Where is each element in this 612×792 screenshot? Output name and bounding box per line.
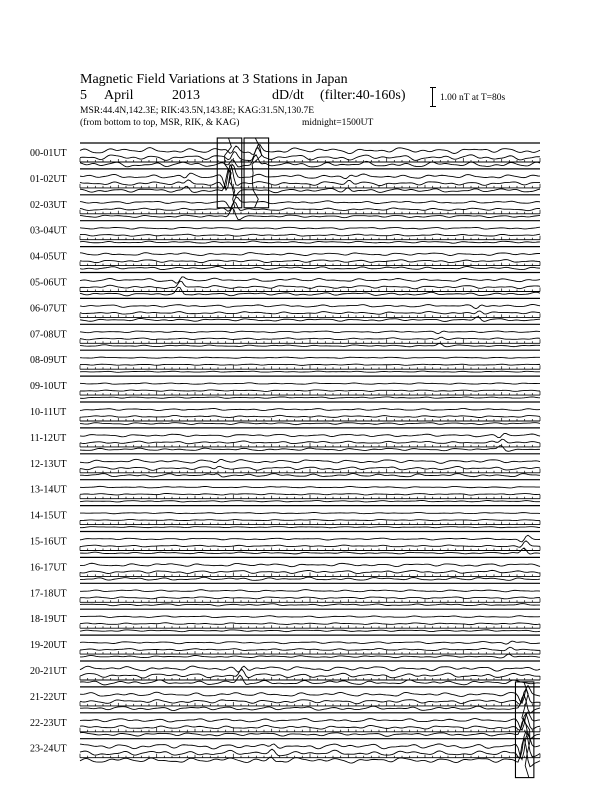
trace-kag (80, 459, 540, 463)
trace-kag (80, 227, 540, 229)
trace-kag (80, 305, 540, 309)
minute-ticks (80, 650, 540, 654)
trace-kag (80, 666, 540, 672)
hour-label: 16-17UT (30, 562, 67, 574)
trace-msr (80, 266, 540, 269)
hour-label: 18-19UT (30, 614, 67, 626)
scale-label: 1.00 nT at T=80s (440, 93, 506, 103)
minute-ticks (80, 236, 540, 240)
hour-label: 09-10UT (30, 381, 67, 393)
trace-msr (80, 630, 540, 632)
minute-ticks (80, 365, 540, 369)
hour-label: 01-02UT (30, 173, 67, 185)
minute-ticks (80, 210, 540, 214)
minute-ticks (80, 262, 540, 266)
year: 2013 (172, 88, 200, 103)
hour-label: 15-16UT (30, 536, 67, 548)
trace-rik (80, 519, 540, 520)
chart-title: Magnetic Field Variations at 3 Stations in Japan (80, 72, 348, 87)
hour-label: 20-21UT (30, 666, 67, 677)
hour-label: 22-23UT (30, 717, 67, 729)
component: dD/dt (272, 88, 304, 103)
filter: (filter:40-160s) (320, 88, 406, 103)
trace-kag (80, 145, 540, 155)
trace-kag (80, 408, 540, 410)
station-coords: MSR:44.4N,142.3E; RIK:43.5N,143.8E; KAG:31.5N,130.7E (80, 106, 315, 116)
trace-rik (80, 541, 540, 547)
trace-msr (80, 423, 540, 425)
trace-kag (80, 535, 540, 542)
trace-kag (80, 277, 540, 283)
hour-label: 23-24UT (30, 743, 67, 755)
midnight-note: midnight=1500UT (302, 118, 374, 128)
hour-label: 10-11UT (30, 407, 67, 418)
hour-label: 19-20UT (30, 640, 67, 652)
month: April (104, 88, 134, 103)
trace-kag (80, 357, 540, 358)
hour-label: 17-18UT (30, 588, 67, 600)
hour-label: 07-08UT (30, 329, 67, 341)
trace-msr (80, 343, 540, 346)
trace-kag (80, 563, 540, 566)
trace-kag (80, 616, 540, 618)
trace-kag (80, 641, 540, 644)
trace-msr (80, 241, 540, 243)
hour-label: 12-13UT (30, 458, 67, 470)
minute-ticks (80, 521, 540, 525)
station-order-note: (from bottom to top, MSR, RIK, & KAG) (80, 118, 240, 128)
trace-msr (80, 474, 540, 477)
trace-kag (80, 590, 540, 592)
hour-label: 08-09UT (30, 355, 67, 367)
trace-rik (80, 364, 540, 365)
minute-ticks (80, 443, 540, 447)
minute-ticks (80, 417, 540, 421)
trace-kag (80, 197, 540, 208)
trace-msr (80, 654, 540, 658)
hour-label: 21-22UT (30, 691, 67, 703)
trace-msr (80, 371, 540, 372)
hour-label: 05-06UT (30, 277, 67, 289)
minute-ticks (80, 288, 540, 292)
minute-ticks (80, 547, 540, 551)
trace-msr (80, 500, 540, 502)
trace-kag (80, 331, 540, 334)
minute-ticks (80, 184, 540, 188)
trace-kag (80, 433, 540, 437)
hour-label: 02-03UT (30, 199, 67, 211)
trace-msr (80, 577, 540, 580)
minute-ticks (80, 391, 540, 395)
hour-label: 06-07UT (30, 303, 67, 315)
trace-kag (80, 253, 540, 256)
trace-kag (80, 486, 540, 488)
hour-label: 13-14UT (30, 484, 67, 496)
trace-msr (80, 527, 540, 528)
day: 5 (80, 88, 87, 103)
minute-ticks (80, 676, 540, 680)
trace-msr (80, 604, 540, 606)
hour-label: 14-15UT (30, 510, 67, 522)
trace-kag (80, 383, 540, 384)
minute-ticks (80, 728, 540, 732)
minute-ticks (80, 313, 540, 317)
hour-label: 04-05UT (30, 251, 67, 263)
hour-label: 03-04UT (30, 225, 67, 237)
minute-ticks (80, 339, 540, 343)
hour-label: 00-01UT (30, 148, 67, 159)
hour-label: 11-12UT (30, 432, 67, 444)
minute-ticks (80, 158, 540, 162)
trace-kag (80, 512, 540, 513)
trace-msr (80, 397, 540, 398)
